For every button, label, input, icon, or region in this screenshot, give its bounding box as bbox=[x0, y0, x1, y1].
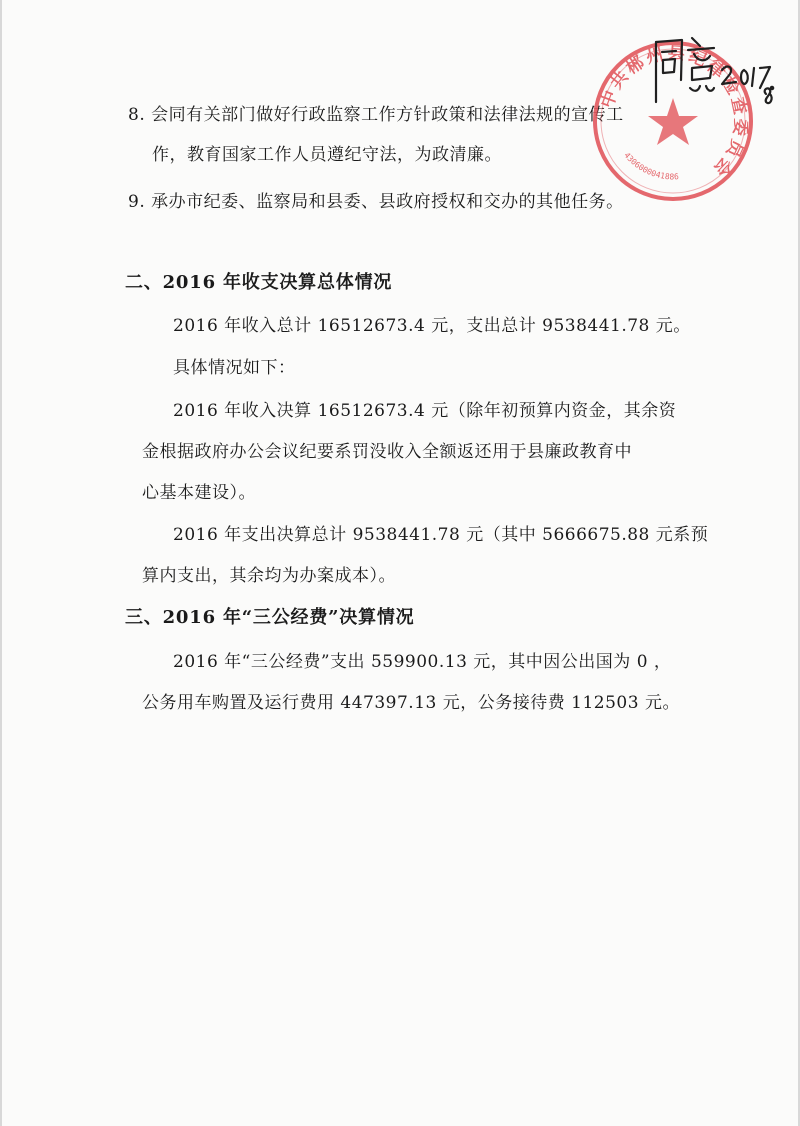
list-item-8-line-2: 作，教育国家工作人员遵纪守法，为政清廉。 bbox=[152, 145, 502, 165]
section-3-heading: 三、2016 年“三公经费”决算情况 bbox=[125, 607, 415, 628]
section-2-heading: 二、2016 年收支决算总体情况 bbox=[125, 272, 393, 293]
section-2-para-3-line-3: 心基本建设）。 bbox=[142, 483, 256, 503]
section-2-para-2: 具体情况如下： bbox=[173, 358, 296, 378]
section-2-para-4-line-1: 2016 年支出决算总计 9538441.78 元（其中 5666675.88 元系预 bbox=[173, 525, 709, 545]
section-2-para-4-line-2: 算内支出，其余均为办案成本）。 bbox=[142, 566, 396, 586]
section-2-para-3-line-2: 金根据政府办公会议纪要系罚没收入全额返还用于县廉政教育中 bbox=[142, 442, 632, 462]
section-3-para-1-line-2: 公务用车购置及运行费用 447397.13 元，公务接待费 112503 元。 bbox=[142, 693, 680, 713]
section-2-para-1: 2016 年收入总计 16512673.4 元，支出总计 9538441.78 元。 bbox=[173, 316, 691, 336]
list-item-8-line-1: 8. 会同有关部门做好行政监察工作方针政策和法律法规的宣传工 bbox=[128, 105, 624, 125]
section-3-para-1-line-1: 2016 年“三公经费”支出 559900.13 元，其中因公出国为 0 ， bbox=[173, 652, 672, 672]
svg-text:4306000041886 bbox=[622, 151, 679, 182]
scan-edge-left bbox=[0, 0, 2, 1126]
seal-serial-text: 4306000041886 bbox=[622, 150, 680, 182]
section-2-para-3-line-1: 2016 年收入决算 16512673.4 元（除年初预算内资金，其余资 bbox=[173, 401, 677, 421]
handwritten-signature bbox=[648, 32, 778, 122]
seal-arc-text: 中共郴州县纪律检查委员会 bbox=[597, 43, 751, 182]
list-item-9: 9. 承办市纪委、监察局和县委、县政府授权和交办的其他任务。 bbox=[128, 192, 624, 212]
